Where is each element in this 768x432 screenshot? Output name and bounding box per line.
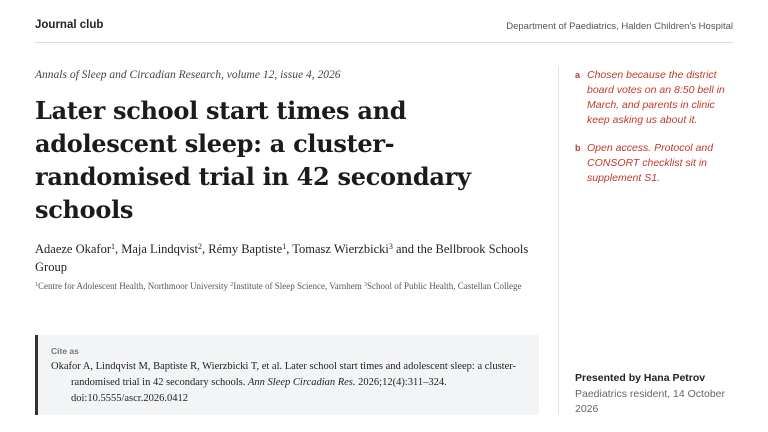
author-name: Adaeze Okafor bbox=[35, 242, 111, 256]
brand-title: Journal club bbox=[35, 19, 104, 31]
article-header bbox=[35, 64, 540, 292]
cite-label: Cite as bbox=[51, 346, 79, 356]
presenter-block bbox=[575, 371, 735, 417]
cite-as-box bbox=[35, 335, 539, 415]
note-marker: b bbox=[575, 143, 581, 153]
affiliation-number: 1 bbox=[35, 282, 38, 288]
presenter-details: Paediatrics resident, 14 October 2026 bbox=[575, 388, 725, 415]
author-separator: , bbox=[286, 242, 293, 256]
affiliation-text: Centre for Adolescent Health, Northmoor University bbox=[38, 281, 228, 291]
citation-journal: Ann Sleep Circadian Res. bbox=[248, 377, 356, 388]
affiliation-text: School of Public Health, Castellan College bbox=[367, 281, 522, 291]
note-marker: a bbox=[575, 70, 581, 80]
citation-prefix: Okafor A, Lindqvist M, Baptiste R, Wierzbicki T, et al. Later school start times and adolescent sleep: a cluster-randomised trial in 42 secondary schools. bbox=[51, 361, 517, 388]
affiliation-number: 2 bbox=[230, 282, 234, 288]
presenter-name: Presented by Hana Petrov bbox=[575, 372, 706, 384]
note-text: Open access. Protocol and CONSORT checklist sit in supplement S1. bbox=[587, 142, 714, 184]
journal-citation: Annals of Sleep and Circadian Research, volume 12, issue 4, 2026 bbox=[35, 69, 341, 81]
author-name: Maja Lindqvist bbox=[121, 242, 198, 256]
author-separator: , bbox=[201, 242, 209, 256]
author-list bbox=[35, 240, 540, 276]
department-label: Department of Paediatrics, Halden Children's Hospital bbox=[506, 21, 733, 32]
author-name: Rémy Baptiste bbox=[208, 242, 283, 256]
article-title: Later school start times and adolescent sleep: a cluster-randomised trial in 42 secondary schools bbox=[35, 96, 471, 224]
author-affiliation-mark: 3 bbox=[388, 242, 393, 251]
author-group: and the Bellbrook Schools Group bbox=[35, 242, 529, 274]
affiliation-text: Institute of Sleep Science, Varnhem bbox=[233, 281, 362, 291]
citation-text bbox=[51, 359, 541, 407]
affiliation-list bbox=[35, 280, 540, 292]
top-bar bbox=[35, 19, 733, 43]
note-text: Chosen because the district board votes on an 8:50 bell in March, and parents in clinic keep asking us about it. bbox=[587, 69, 725, 126]
margin-divider bbox=[558, 67, 559, 415]
author-separator: , bbox=[115, 242, 122, 256]
margin-note-a bbox=[575, 68, 735, 128]
margin-note-b bbox=[575, 141, 735, 186]
citation-suffix: 2026;12(4):311–324. doi:10.5555/ascr.2026.0412 bbox=[71, 377, 447, 404]
affiliation-number: 3 bbox=[364, 282, 368, 288]
author-name: Tomasz Wierzbicki bbox=[292, 242, 389, 256]
author-affiliation-mark: 1 bbox=[282, 242, 287, 251]
author-affiliation-mark: 1 bbox=[111, 242, 115, 251]
author-affiliation-mark: 2 bbox=[197, 242, 202, 251]
